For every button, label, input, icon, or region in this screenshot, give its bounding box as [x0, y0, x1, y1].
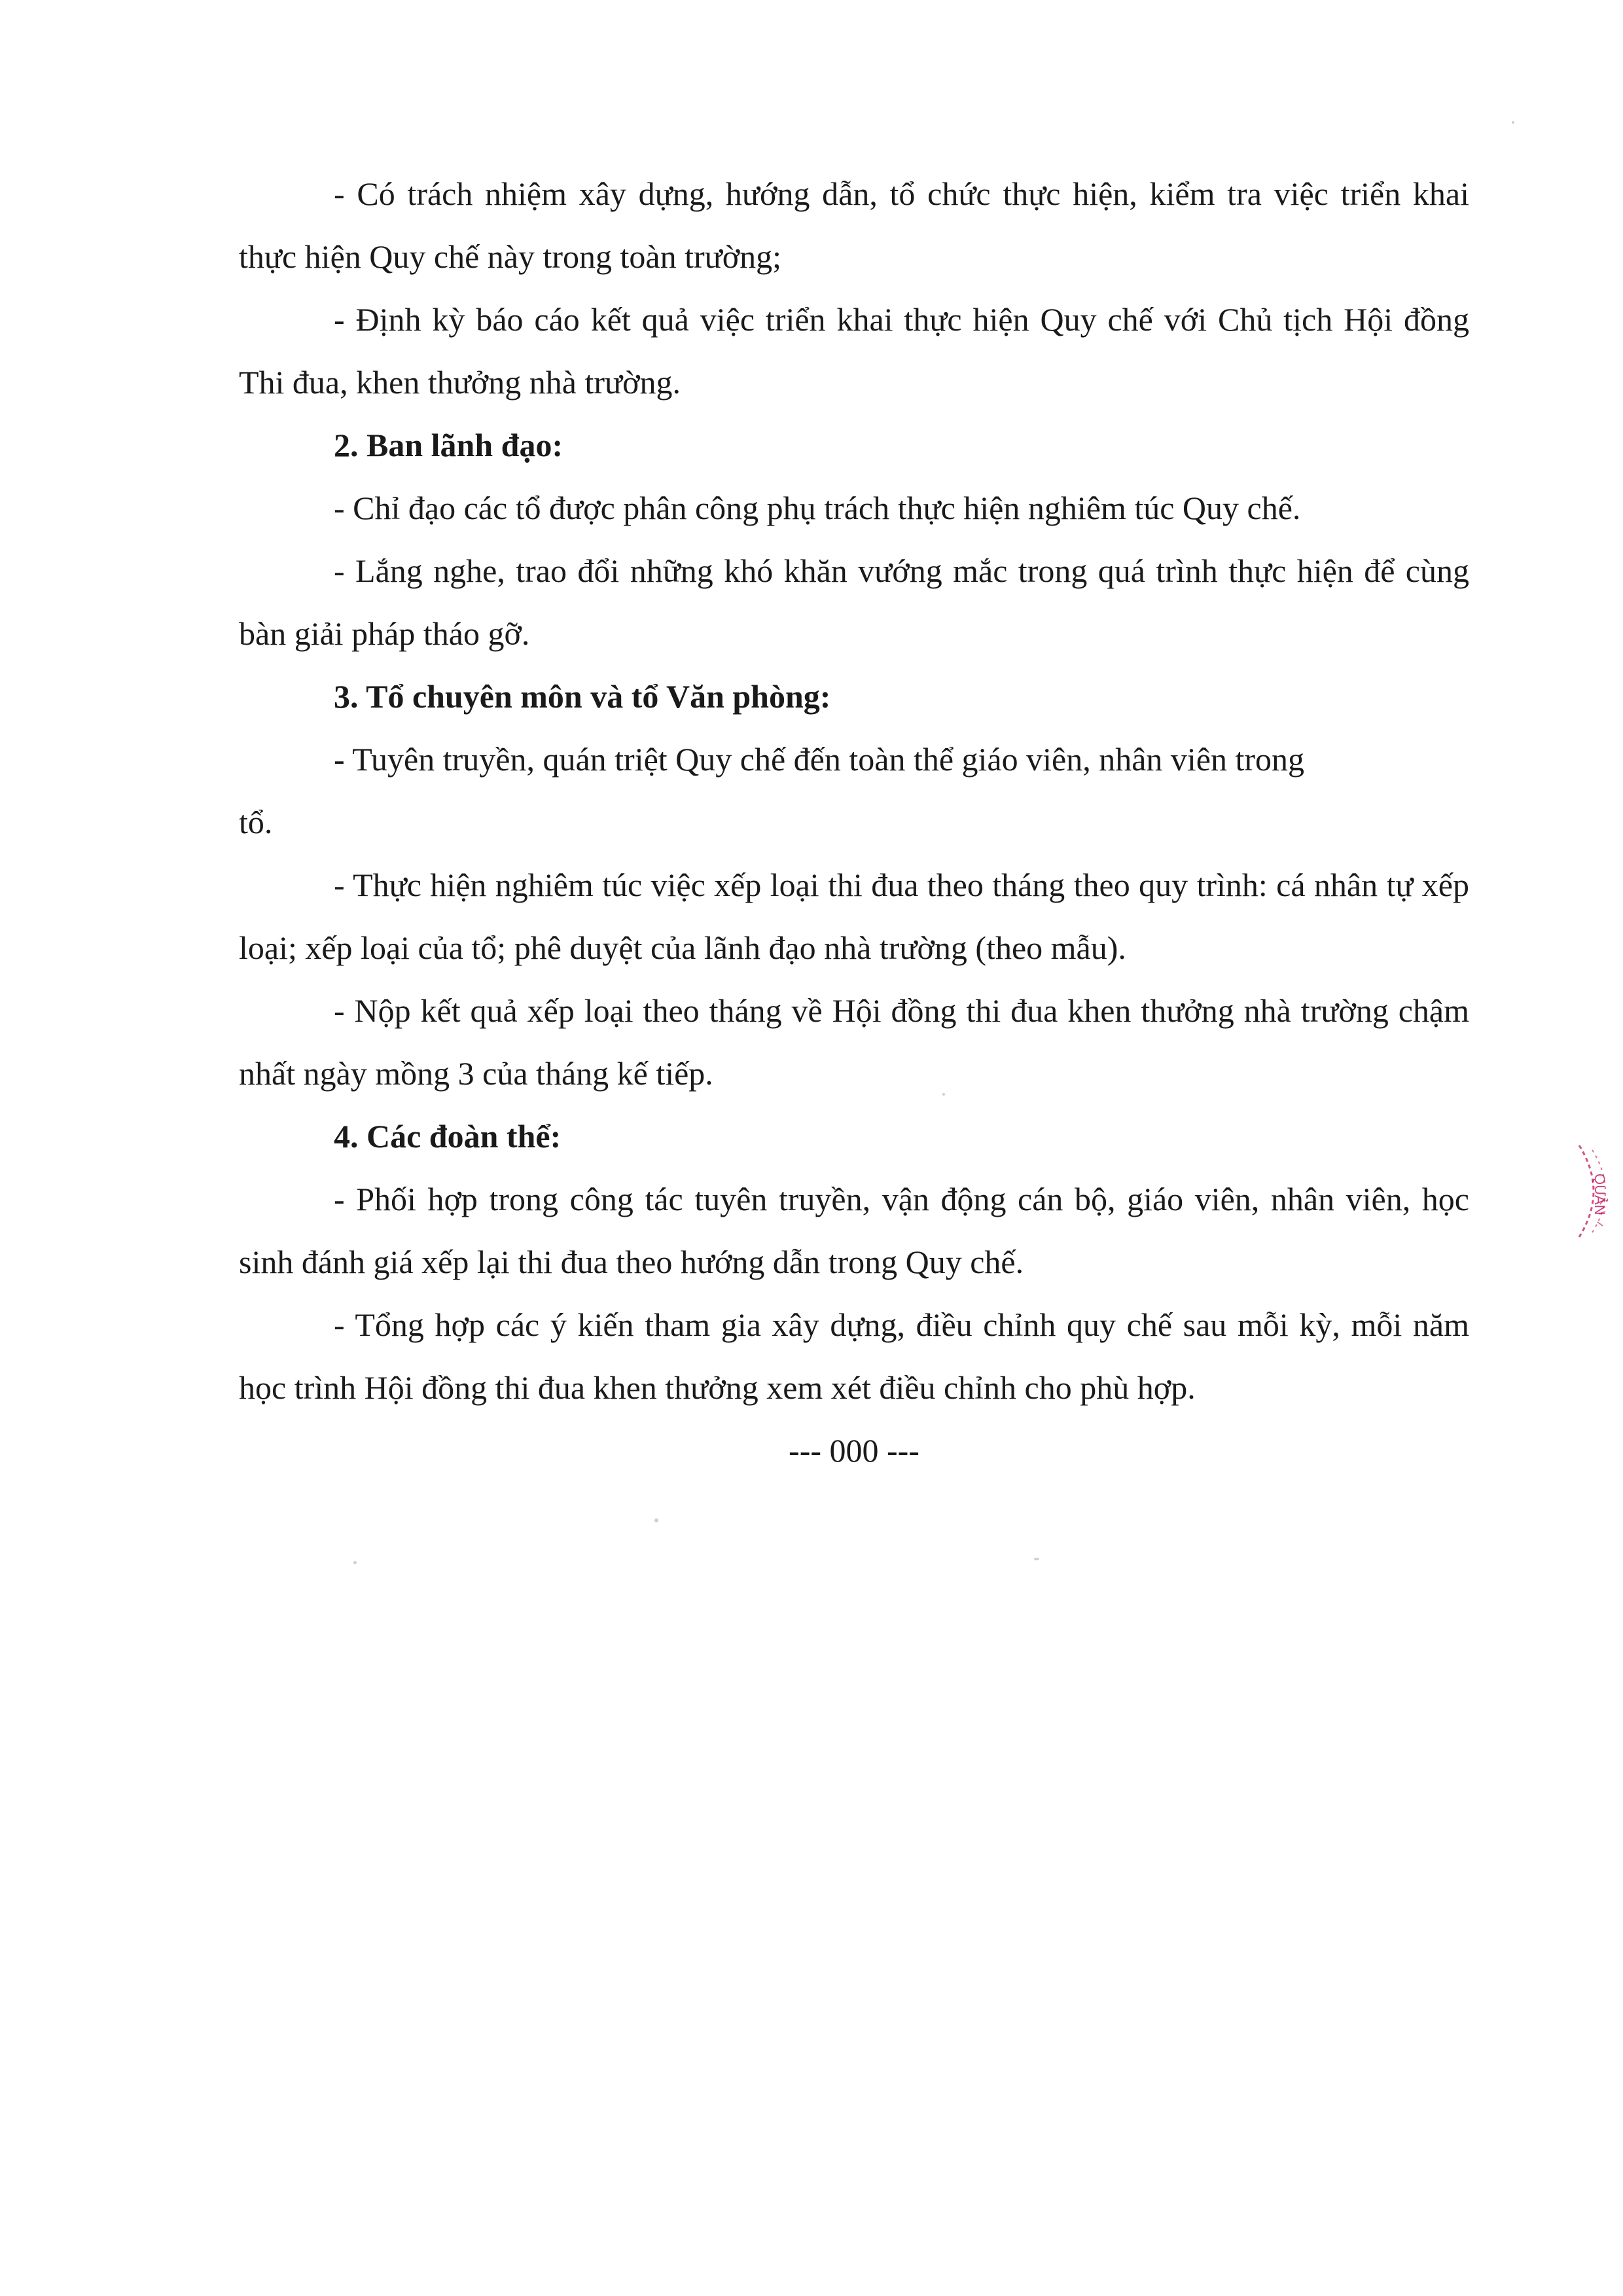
- scan-speck: [942, 1093, 945, 1096]
- scan-speck: [353, 1561, 357, 1564]
- body-paragraph: - Thực hiện nghiêm túc việc xếp loại thi đua theo tháng theo quy trình: cá nhân tự xếp loại; xếp loại của tổ; phê duyệt của lãnh đạo nhà trường (theo mẫu).: [239, 867, 1469, 966]
- scan-speck: [1512, 121, 1514, 124]
- section-heading: 4. Các đoàn thể:: [334, 1118, 562, 1155]
- body-paragraph: - Chỉ đạo các tổ được phân công phụ trách thực hiện nghiêm túc Quy chế.: [334, 490, 1301, 526]
- body-paragraph: - Tổng hợp các ý kiến tham gia xây dựng, điều chỉnh quy chế sau mỗi kỳ, mỗi năm học trình Hội đồng thi đua khen thưởng xem xét điều chỉnh cho phù hợp.: [239, 1306, 1469, 1406]
- body-paragraph: - Định kỳ báo cáo kết quả việc triển khai thực hiện Quy chế với Chủ tịch Hội đồng Thi đua, khen thưởng nhà trường.: [239, 301, 1469, 401]
- document-body: [239, 162, 1469, 1482]
- end-mark: --- 000 ---: [789, 1432, 919, 1469]
- svg-text:QUẢN: QUẢN: [1592, 1174, 1608, 1215]
- body-paragraph: - Nộp kết quả xếp loại theo tháng về Hội đồng thi đua khen thưởng nhà trường chậm nhất ngày mồng 3 của tháng kế tiếp.: [239, 992, 1469, 1092]
- stamp-fragment: [1567, 1142, 1613, 1240]
- section-heading: 2. Ban lãnh đạo:: [334, 427, 563, 463]
- section-heading: 3. Tổ chuyên môn và tổ Văn phòng:: [334, 678, 831, 715]
- body-paragraph: - Lắng nghe, trao đổi những khó khăn vướng mắc trong quá trình thực hiện để cùng bàn giải pháp tháo gỡ.: [239, 552, 1469, 652]
- body-paragraph: - Có trách nhiệm xây dựng, hướng dẫn, tổ chức thực hiện, kiểm tra việc triển khai thực hiện Quy chế này trong toàn trường;: [239, 175, 1469, 275]
- body-paragraph: - Phối hợp trong công tác tuyên truyền, vận động cán bộ, giáo viên, nhân viên, học sinh đánh giá xếp lại thi đua theo hướng dẫn trong Quy chế.: [239, 1181, 1469, 1280]
- body-paragraph: - Tuyên truyền, quán triệt Quy chế đến toàn thể giáo viên, nhân viên trong: [334, 741, 1305, 778]
- scan-speck: [1034, 1558, 1039, 1560]
- scan-speck: [654, 1518, 658, 1522]
- body-paragraph-continuation: tổ.: [239, 804, 273, 840]
